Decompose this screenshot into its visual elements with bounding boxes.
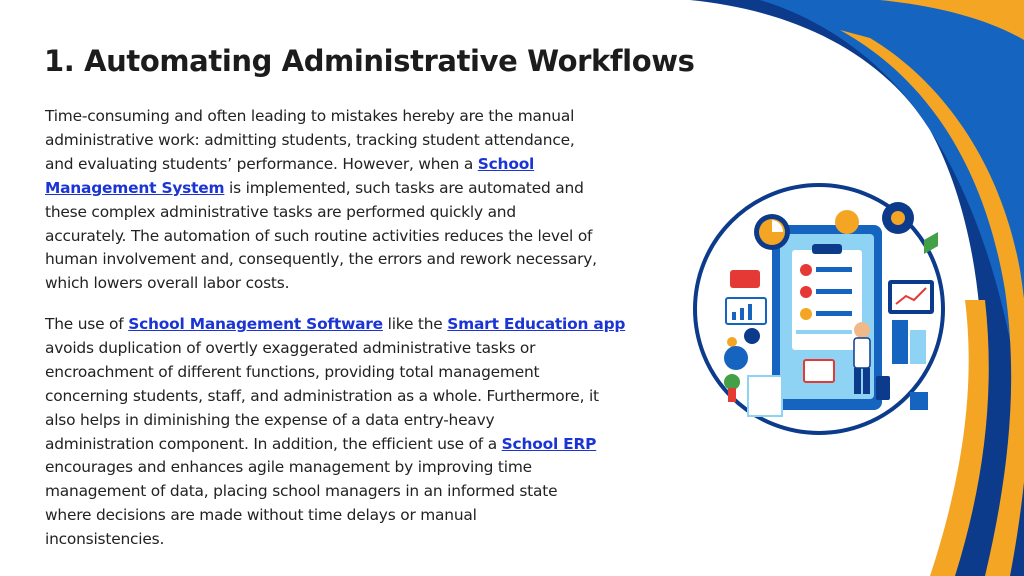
text-segment: administration component. In addition, the efficient use of a [45, 434, 502, 453]
school-management-system-link-part1[interactable]: School [477, 154, 535, 173]
text-line [45, 177, 685, 201]
school-erp-link[interactable]: School ERP [501, 434, 597, 453]
text-line: Time-consuming and often leading to mistakes hereby are the manual [45, 107, 575, 125]
text-line [45, 433, 685, 457]
text-line: these complex administrative tasks are performed quickly and [45, 202, 516, 221]
page-title: 1. Automating Administrative Workflows [44, 44, 695, 78]
text-line: concerning students, staff, and administration as a whole. Furthermore, it [45, 386, 599, 405]
text-line: encroachment of different functions, providing total management [45, 362, 540, 381]
text-line [45, 153, 685, 177]
text-segment: The use of [45, 315, 129, 333]
text-line: which lowers overall labor costs. [45, 274, 290, 293]
text-segment: is implemented, such tasks are automated and [224, 178, 584, 197]
paragraph-software [45, 313, 685, 552]
text-line: encourages and enhances agile management by improving time [45, 458, 532, 477]
text-line: where decisions are made without time delays or manual [45, 506, 477, 525]
text-segment: and evaluating students’ performance. However, when a [45, 154, 478, 173]
school-management-system-link-part2[interactable]: Management System [45, 178, 225, 197]
text-line: also helps in diminishing the expense of a data entry-heavy [45, 410, 495, 429]
text-line: human involvement and, consequently, the errors and rework necessary, [45, 250, 597, 269]
text-line: accurately. The automation of such routine activities reduces the level of [45, 226, 593, 245]
text-line: management of data, placing school managers in an informed state [45, 482, 558, 501]
smart-education-app-link[interactable]: Smart Education app [447, 315, 626, 333]
paragraph-workflows [45, 105, 685, 296]
text-line: inconsistencies. [45, 530, 165, 549]
school-management-illustration [692, 170, 947, 448]
text-line: administrative work: admitting students, tracking student attendance, [45, 130, 575, 149]
school-management-software-link[interactable]: School Management Software [128, 315, 383, 333]
text-line [45, 313, 685, 337]
text-line: avoids duplication of overtly exaggerated administrative tasks or [45, 338, 536, 357]
text-segment: like the [382, 315, 448, 333]
